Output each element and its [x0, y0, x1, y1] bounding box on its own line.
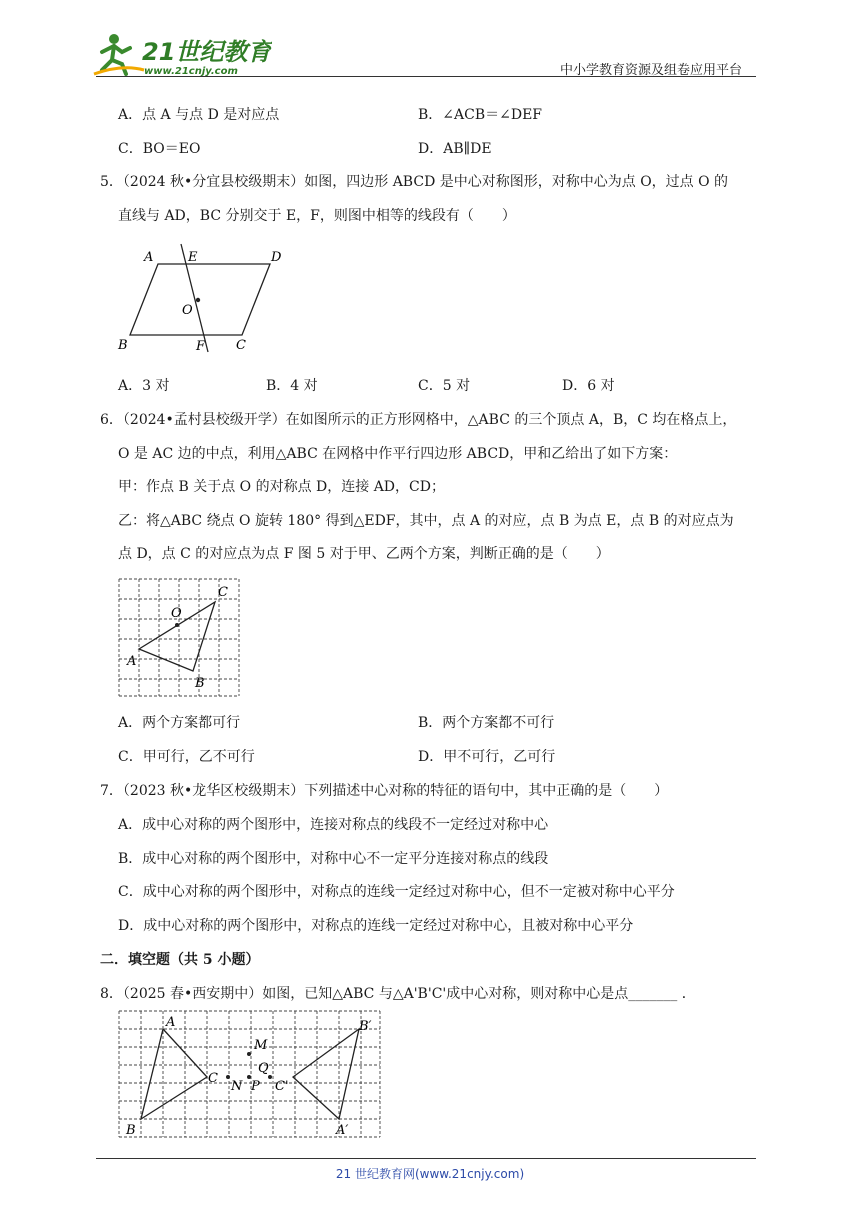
- section-heading: 二．填空题（共 5 小题）: [100, 952, 260, 968]
- q5-stem-line2: 直线与 AD，BC 分别交于 E，F，则图中相等的线段有（ ）: [118, 208, 516, 224]
- q7-option-d: D．成中心对称的两个图形中，对称点的连线一定经过对称中心，且被对称中心平分: [118, 918, 634, 934]
- footer-rule: [96, 1158, 756, 1159]
- q6-label-b: B: [195, 676, 205, 691]
- q4-option-c: C．BO＝EO: [118, 141, 201, 157]
- q5-label-e: E: [188, 250, 198, 265]
- platform-name: 中小学教育资源及组卷应用平台: [560, 63, 743, 78]
- q8-grid-figure: [112, 1006, 384, 1144]
- q7-option-c: C．成中心对称的两个图形中，对称点的连线一定经过对称中心，但不一定被对称中心平分: [118, 884, 675, 900]
- q5-figure: [116, 242, 296, 358]
- logo: [92, 30, 272, 80]
- q8-label-b: B: [126, 1123, 136, 1138]
- q5-label-o: O: [182, 303, 193, 318]
- q6-option-c: C．甲可行，乙不可行: [118, 749, 255, 765]
- q5-option-d: D．6 对: [562, 378, 615, 394]
- q6-option-b: B．两个方案都不可行: [418, 715, 555, 731]
- q6-stem-line3: 甲：作点 B 关于点 O 的对称点 D，连接 AD，CD；: [118, 479, 445, 495]
- q7-stem: 7．（2023 秋•龙华区校级期末）下列描述中心对称的特征的语句中，其中正确的是（ ）: [100, 783, 669, 799]
- q4-option-a: A．点 A 与点 D 是对应点: [118, 107, 280, 123]
- q5-label-a: A: [144, 250, 154, 265]
- q6-stem-line4: 乙：将△ABC 绕点 O 旋转 180° 得到△EDF，其中，点 A 的对应，点 B 为点 E，点 B 的对应点为: [118, 513, 734, 529]
- q6-stem-line5: 点 D，点 C 的对应点为点 F 图 5 对于甲、乙两个方案，判断正确的是（ ）: [118, 546, 610, 562]
- footer-link[interactable]: 21 世纪教育网(www.21cnjy.com): [335, 1167, 525, 1181]
- q5-option-b: B．4 对: [266, 378, 318, 394]
- q8-label-m: M: [254, 1038, 268, 1053]
- q6-label-a: A: [127, 654, 137, 669]
- q8-stem: 8．（2025 春•西安期中）如图，已知△ABC 与△A'B'C'成中心对称，则对称中心是点_______ ．: [100, 986, 696, 1002]
- q5-label-f: F: [196, 339, 206, 354]
- q5-label-d: D: [271, 250, 282, 265]
- q6-option-a: A．两个方案都可行: [118, 715, 241, 731]
- logo-main: 21世纪教育: [142, 38, 272, 66]
- q8-label-n: N: [231, 1079, 243, 1094]
- q7-option-b: B．成中心对称的两个图形中，对称中心不一定平分连接对称点的线段: [118, 851, 549, 867]
- q8-label-a-prime: A′: [336, 1123, 349, 1138]
- q4-option-b: B．∠ACB＝∠DEF: [418, 107, 543, 123]
- q8-label-p: P: [251, 1079, 260, 1094]
- q7-option-a: A．成中心对称的两个图形中，连接对称点的线段不一定经过对称中心: [118, 817, 549, 833]
- q5-label-c: C: [236, 338, 246, 353]
- q6-label-o: O: [171, 606, 182, 621]
- q6-option-d: D．甲不可行，乙可行: [418, 749, 556, 765]
- q8-label-q: Q: [258, 1061, 269, 1076]
- q5-option-a: A．3 对: [118, 378, 170, 394]
- q8-label-c-prime: C': [275, 1079, 289, 1094]
- q6-stem-line1: 6．（2024•孟村县校级开学）在如图所示的正方形网格中，△ABC 的三个顶点 A，B，C 均在格点上，: [100, 412, 737, 428]
- q6-grid-figure: [112, 574, 244, 700]
- q5-option-c: C．5 对: [418, 378, 471, 394]
- q4-option-d: D．AB∥DE: [418, 141, 492, 157]
- q8-label-a: A: [166, 1015, 176, 1030]
- q6-stem-line2: O 是 AC 边的中点，利用△ABC 在网格中作平行四边形 ABCD，甲和乙给出了如下方案：: [118, 446, 678, 462]
- q8-label-c: C: [208, 1071, 218, 1086]
- logo-url: www.21cnjy.com: [144, 66, 238, 77]
- q8-label-b-prime: B′: [359, 1019, 372, 1034]
- runner-icon: [94, 34, 144, 74]
- q5-stem-line1: 5．（2024 秋•分宜县校级期末）如图，四边形 ABCD 是中心对称图形，对称中心为点 O，过点 O 的: [100, 174, 729, 190]
- q5-label-b: B: [118, 338, 128, 353]
- q6-label-c: C: [218, 585, 228, 600]
- header-rule: [96, 76, 756, 77]
